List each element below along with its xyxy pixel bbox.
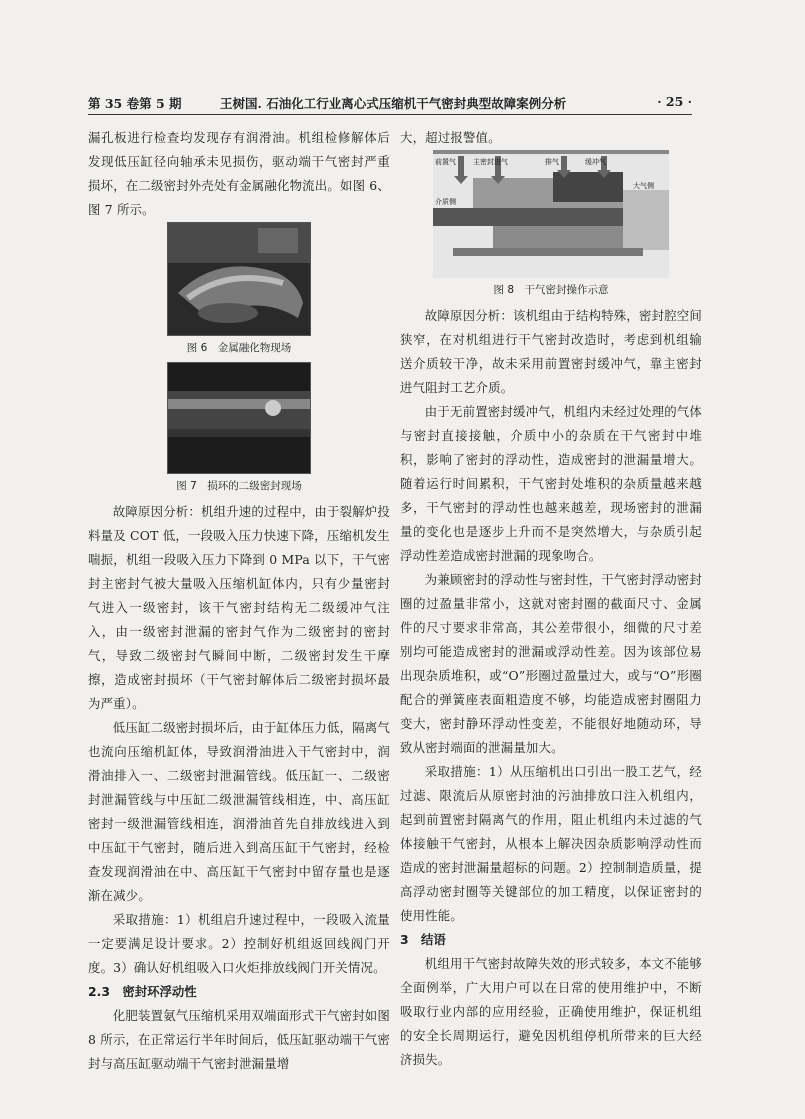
damaged-seal-photo xyxy=(167,362,311,474)
figure-6 xyxy=(88,222,390,356)
header-page-number: · 25 · xyxy=(657,94,692,109)
figure-8 xyxy=(400,150,702,298)
figure-7 xyxy=(88,362,390,494)
paragraph: 由于无前置密封缓冲气，机组内未经过处理的气体与密封直接接触，介质中小的杂质在干气密封中堆积，影响了密封的浮动性，造成密封的泄漏量增大。随着运行时间累积，干气密封处堆积的杂质量越来越多，干气密封的浮动性也越来越差，现场密封的泄漏量的变化也是逐步上升而不是突然增大，与杂质引起浮动性差造成密封泄漏的现象吻合。 xyxy=(400,404,702,563)
right-column xyxy=(400,126,702,1072)
label-buffer-gas: 缓冲气 xyxy=(585,158,606,166)
label-main-seal-gas: 主密封进气 xyxy=(473,158,508,166)
figure-8-caption: 图 8 干气密封操作示意 xyxy=(493,284,609,296)
paragraph: 大，超过报警值。 xyxy=(400,130,501,145)
paragraph: 采取措施：1）从压缩机出口引出一股工艺气，经过滤、限流后从原密封油的污油排放口注入机组内，起到前置密封隔离气的作用，阻止机组内未过滤的气体接触干气密封，从根本上解决因杂质影响浮动性而造成的密封泄漏量超标的问题。2）控制制造质量，提高浮动密封圈等关键部位的加工精度，以保证密封的使用性能。 xyxy=(400,764,702,923)
figure-6-caption: 图 6 金属融化物现场 xyxy=(186,342,292,354)
paragraph: 机组用干气密封故障失效的形式较多，本文不能够全面例举，广大用户可以在日常的使用维护中，不断吸取行业内部的应用经验，正确使用维护，保证机组的安全长周期运行，避免因机组停机所带来的巨大经济损失。 xyxy=(400,956,702,1067)
paragraph: 低压缸二级密封损坏后，由于缸体压力低，隔离气也流向压缩机缸体，导致润滑油进入干气密封中，润滑油排入一、二级密封泄漏管线。低压缸一、二级密封泄漏管线与中压缸二级泄漏管线相连，中、高压缸密封一级泄漏管线相连，润滑油首先自排放线进入到中压缸干气密封，随后进入到高压缸干气密封，经检查发现润滑油在中、高压缸干气密封中留存量也是逐渐在减少。 xyxy=(88,720,390,903)
header-title: 王树国. 石油化工行业离心式压缩机干气密封典型故障案例分析 xyxy=(220,96,567,111)
paragraph: 漏孔板进行检查均发现存有润滑油。机组检修解体后发现低压缸径向轴承未见损伤，驱动端干气密封严重损坏，在二级密封外壳处有金属融化物流出。如图 6、图 7 所示。 xyxy=(88,130,390,217)
molten-metal-photo xyxy=(167,222,311,336)
paragraph: 化肥装置氨气压缩机采用双端面形式干气密封如图 8 所示，在正常运行半年时间后，低压缸驱动端干气密封与高压缸驱动端干气密封泄漏量增 xyxy=(88,1008,390,1071)
paragraph: 为兼顾密封的浮动性与密封性，干气密封浮动密封圈的过盈量非常小，这就对密封圈的截面尺寸、金属件的尺寸要求非常高，其公差带很小，细微的尺寸差别均可能造成密封的泄漏或浮动性差。因为该部位易出现杂质堆积，或“O”形圈过盈量过大，或与“O”形圈配合的弹簧座表面粗造度不够，均能造成密封圈阻力变大，密封静环浮动性变差，不能很好地随动环，导致从密封端面的泄漏量加大。 xyxy=(400,572,702,755)
label-atmosphere-side: 大气侧 xyxy=(633,182,654,190)
label-vent: 排气 xyxy=(545,158,559,166)
paragraph: 故障原因分析：机组升速的过程中，由于裂解炉投料量及 COT 低，一段吸入压力快速下降，压缩机发生喘振，机组一段吸入压力下降到 0 MPa 以下，干气密封主密封气被大量吸入压缩机缸体内，只有少量密封气进入一级密封，该干气密封结构无二级缓冲气注入，由一级密封泄漏的密封气作为二级密封的密封气，导致二级密封气瞬间中断，二级密封发生干摩擦，造成密封损坏（干气密封解体后二级密封损坏最为严重）。 xyxy=(88,504,390,711)
header-issue: 第 35 卷第 5 期 xyxy=(88,96,182,111)
paragraph: 采取措施：1）机组启升速过程中，一段吸入流量一定要满足设计要求。2）控制好机组返回线阀门开度。3）确认好机组吸入口火炬排放线阀门开关情况。 xyxy=(88,912,390,975)
label-pre-gas: 前置气 xyxy=(435,158,456,166)
paragraph: 故障原因分析：该机组由于结构特殊，密封腔空间狭窄，在对机组进行干气密封改造时，考虑到机组输送介质较干净，故未采用前置密封缓冲气，靠主密封进气阻封工艺介质。 xyxy=(400,308,702,395)
running-header xyxy=(88,92,692,115)
left-column xyxy=(88,126,390,1076)
label-process-side: 介质侧 xyxy=(435,198,456,206)
figure-7-caption: 图 7 损环的二级密封现场 xyxy=(176,480,302,492)
section-heading: 3 结语 xyxy=(400,932,446,947)
dry-gas-seal-diagram xyxy=(433,150,669,278)
section-heading: 2.3 密封环浮动性 xyxy=(88,984,197,999)
